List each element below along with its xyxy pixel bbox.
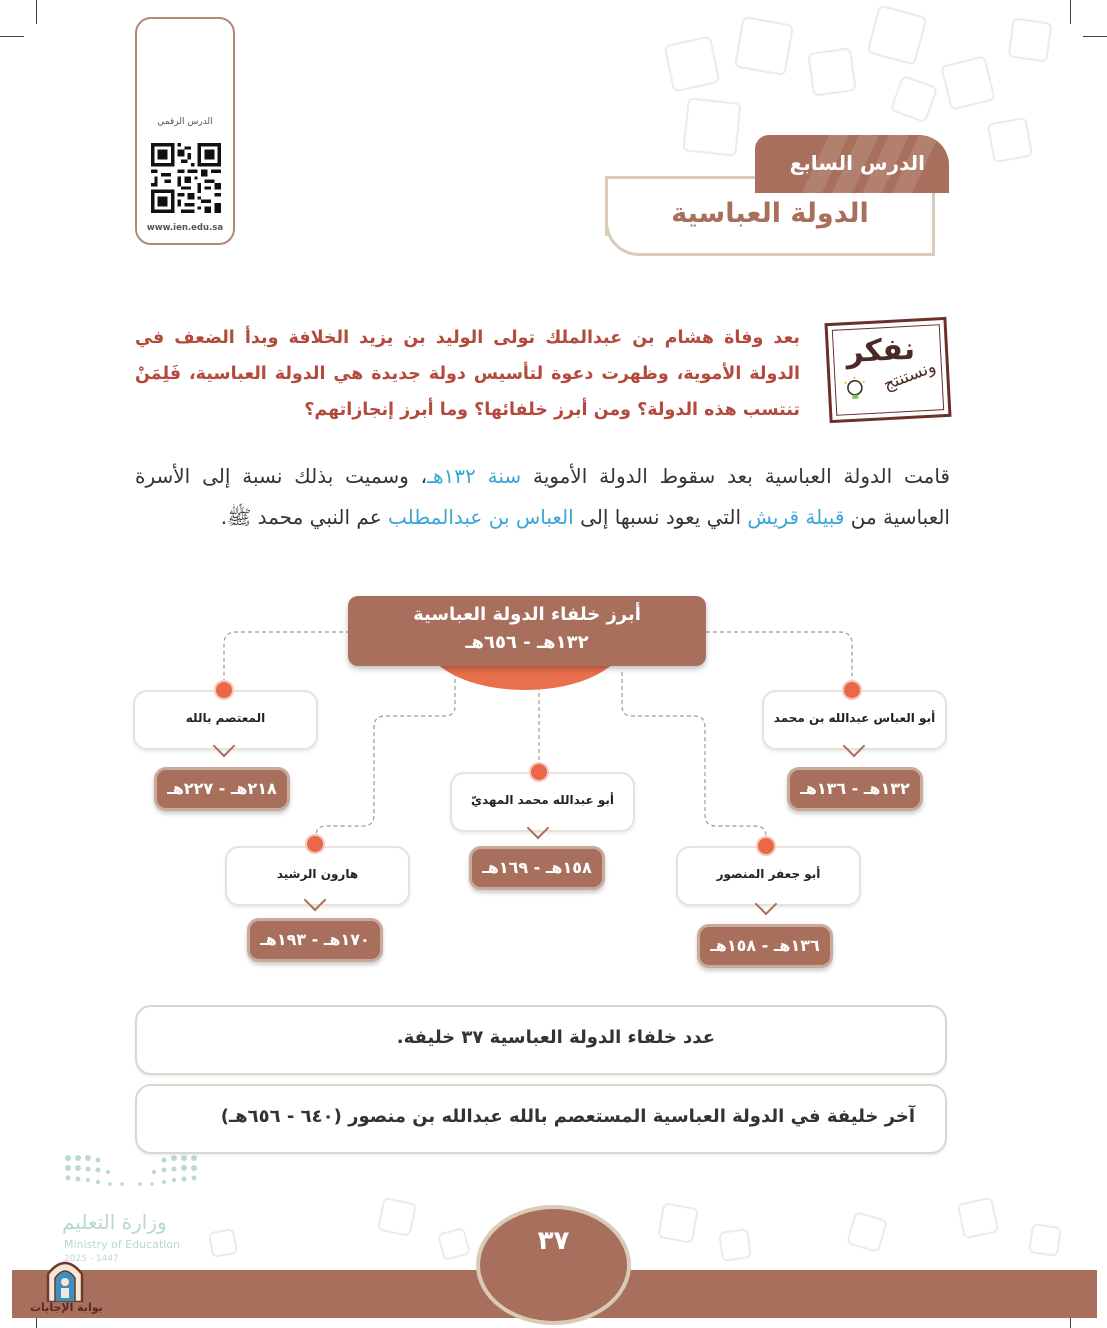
- lesson-number: الدرس السابع: [789, 151, 925, 175]
- connector-dot: [529, 762, 549, 782]
- caliph-dates: ٢١٨هـ - ٢٢٧هـ: [154, 767, 290, 811]
- diagram-title: أبرز خلفاء الدولة العباسية: [413, 604, 641, 625]
- highlight-year: سنة ١٣٢هـ: [427, 464, 522, 488]
- diagram-date-range: ١٣٢هـ - ٦٥٦هـ: [465, 632, 589, 653]
- answers-portal-label[interactable]: بوابة الإجابات: [30, 1301, 103, 1314]
- connector-dot: [842, 680, 862, 700]
- body-text: التي يعود نسبها إلى: [573, 505, 748, 529]
- think-subtitle: ونستنتج: [880, 356, 939, 396]
- caliph-name: هارون الرشيد: [276, 867, 359, 881]
- caliph-name: أبو جعفر المنصور: [716, 867, 821, 881]
- connector-dot: [756, 836, 776, 856]
- caliph-name: أبو عبدالله محمد المهديّ: [470, 793, 615, 807]
- fact-box-caliph-count: [135, 1005, 947, 1075]
- ministry-name-arabic: وزارة التعليم: [62, 1210, 167, 1234]
- page-number-tab: [476, 1205, 631, 1325]
- page-number: ٣٧: [537, 1226, 570, 1256]
- ministry-name-english: Ministry of Education: [64, 1238, 181, 1251]
- body-text: عم النبي محمد ﷺ.: [220, 505, 389, 529]
- digital-lesson-url[interactable]: www.ien.edu.sa: [146, 223, 224, 233]
- fact-text: آخر خليفة في الدولة العباسية المستعصم بالله عبدالله بن منصور (٦٤٠ - ٦٥٦هـ): [220, 1106, 915, 1127]
- caliph-name: المعتصم بالله: [185, 711, 266, 725]
- think-title: نفكر: [845, 331, 916, 371]
- caliphs-diagram-header: [348, 596, 706, 666]
- caliph-dates: ١٣٢هـ - ١٣٦هـ: [787, 767, 923, 811]
- answers-portal-logo-icon[interactable]: [44, 1258, 86, 1302]
- connector-dot: [305, 834, 325, 854]
- caliph-dates: ١٣٦هـ - ١٥٨هـ: [697, 924, 833, 968]
- connector-dot: [214, 680, 234, 700]
- caliph-dates: ١٥٨هـ - ١٦٩هـ: [469, 846, 605, 890]
- lesson-title: الدولة العباسية: [671, 198, 869, 229]
- caliph-dates: ١٧٠هـ - ١٩٣هـ: [247, 918, 383, 962]
- intro-question: بعد وفاة هشام بن عبدالملك تولى الوليد بن يزيد الخلافة وبدأ الضعف في الدولة الأموية، وظهرت دعوة لتأسيس دولة جديدة هي الدولة العباسية، فَلِمَنْ تنتسب هذه الدولة؟ ومن أبرز خلفائها؟ وما أبرز إنجازاتهم؟: [135, 328, 800, 420]
- ministry-dots-logo: [62, 1152, 202, 1197]
- highlight-ancestor: العباس بن عبدالمطلب: [388, 505, 574, 529]
- fact-box-last-caliph: [135, 1084, 947, 1154]
- digital-lesson-label: الدرس الرقمي: [157, 117, 213, 127]
- highlight-tribe: قبيلة قريش: [747, 505, 845, 529]
- ministry-years: 2025 - 1447: [64, 1254, 119, 1264]
- fact-text: عدد خلفاء الدولة العباسية ٣٧ خليفة.: [396, 1027, 715, 1048]
- body-text: ، وسميت بذلك نسبة إلى الأسرة العباسية من: [135, 464, 950, 529]
- caliph-name: أبو العباس عبدالله بن محمد: [773, 711, 936, 725]
- body-text: قامت الدولة العباسية بعد سقوط الدولة الأموية: [521, 464, 950, 488]
